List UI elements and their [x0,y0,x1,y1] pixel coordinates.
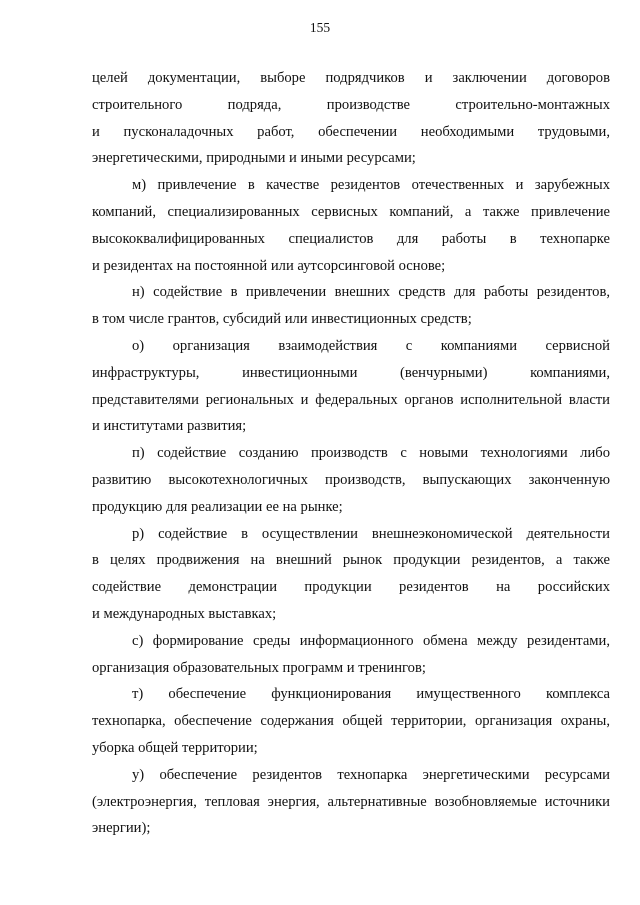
text-line: уборка общей территории; [92,739,258,756]
text-line: высококвалифицированных специалистов для работы в технопарке [92,230,610,247]
document-body [92,65,610,842]
paragraph-item-m [92,172,610,279]
text-line: технопарка, обеспечение содержания общей территории, организация охраны, [92,713,610,730]
text-line: т) обеспечение функционирования имущественного комплекса [132,686,610,703]
paragraph-item-t [92,681,610,761]
text-line: энергетическими, природными и иными ресурсами; [92,150,416,167]
paragraph-item-p [92,440,610,520]
paragraph-item-u [92,762,610,842]
text-line: в том числе грантов, субсидий или инвестиционных средств; [92,311,472,328]
text-line: р) содействие в осуществлении внешнеэкономической деятельности [132,525,610,542]
paragraph-item-r [92,521,610,628]
text-line: энергии); [92,820,151,837]
text-line: развитию высокотехнологичных производств, выпускающих законченную [92,471,610,488]
page-number: 155 [309,20,331,35]
text-line: (электроэнергия, тепловая энергия, альтернативные возобновляемые источники [92,793,610,810]
text-line: в целях продвижения на внешний рынок продукции резидентов, а также [92,552,610,569]
text-line: представителями региональных и федеральных органов исполнительной власти [92,391,610,408]
text-line: продукцию для реализации ее на рынке; [92,498,343,515]
text-line: п) содействие созданию производств с новыми технологиями либо [132,445,610,462]
paragraph-item-o [92,333,610,440]
text-line: у) обеспечение резидентов технопарка энергетическими ресурсами [132,766,610,783]
text-line: и международных выставках; [92,605,277,622]
text-line: компаний, специализированных сервисных компаний, а также привлечение [92,203,610,220]
text-line: и пусконаладочных работ, обеспечении необходимыми трудовыми, [92,123,610,140]
paragraph-continuation [92,65,610,172]
text-line: организация образовательных программ и тренингов; [92,659,426,676]
text-line: н) содействие в привлечении внешних средств для работы резидентов, [132,284,610,301]
paragraph-item-s [92,628,610,682]
text-line: целей документации, выборе подрядчиков и заключении договоров [92,70,610,86]
text-line: и резидентах на постоянной или аутсорсинговой основе; [92,257,446,274]
text-line: с) формирование среды информационного обмена между резидентами, [132,632,610,649]
text-line: строительного подряда, производстве строительно-монтажных [92,96,610,113]
paragraph-item-n [92,279,610,333]
text-line: о) организация взаимодействия с компаниями сервисной [132,337,610,354]
text-line: м) привлечение в качестве резидентов отечественных и зарубежных [132,177,610,194]
text-line: содействие демонстрации продукции резидентов на российских [92,579,610,596]
text-line: и институтами развития; [92,418,247,435]
text-line: инфраструктуры, инвестиционными (венчурными) компаниями, [92,364,610,381]
